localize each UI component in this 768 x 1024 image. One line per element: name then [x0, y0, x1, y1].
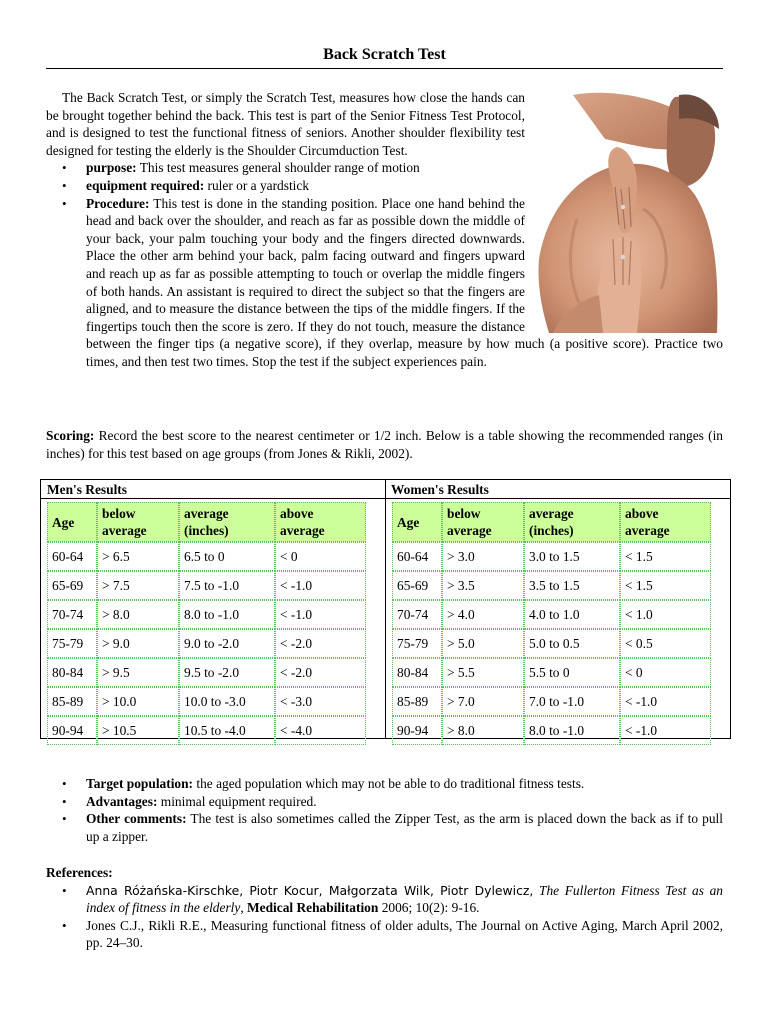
below-cell: > 5.0: [442, 629, 524, 658]
references-list: [46, 882, 723, 952]
references-title: References:: [46, 865, 113, 880]
reference-title: The Fullerton Fitness Test as an index of fitness in the elderly: [86, 882, 723, 916]
average-cell: 9.5 to -2.0: [179, 658, 275, 687]
below-cell: > 5.5: [442, 658, 524, 687]
header-above-average: above average: [275, 502, 366, 542]
average-cell: 9.0 to -2.0: [179, 629, 275, 658]
average-cell: 7.0 to -1.0: [524, 687, 620, 716]
bullet-text: This test is done in the standing position. Place one hand behind the head and back over the shoulder, and reach as far as possible down the middle of your back, your palm touching your body and the fingers directed downwards. Place the other arm behind your back, palm facing outward and fingers upward and reach up as far as possible attempting to touch or overlap the middle fingers of both hands. An assistant is required to direct the subject so that the fingers are aligned, and to measure the distance between the tips of the middle fingers. If the fingertips touch then the score is zero. If they do not touch, measure the distance between the finger tips (a negative score), if they overlap, measure by how much (a positive score). Practice two times, and then test two times. Stop the test if the subject experiences pain.: [86, 195, 723, 369]
age-cell: 65-69: [392, 571, 442, 600]
bullet-text: This test measures general shoulder range of motion: [139, 160, 420, 176]
above-cell: < 0: [620, 658, 711, 687]
header-average: average (inches): [524, 502, 620, 542]
intro-bullet-list: [46, 159, 723, 370]
bullet-label: purpose:: [86, 160, 137, 176]
scoring-paragraph: [46, 427, 723, 462]
table-row: [392, 542, 711, 571]
average-cell: 5.0 to 0.5: [524, 629, 620, 658]
age-cell: 80-84: [392, 658, 442, 687]
above-cell: < 1.5: [620, 571, 711, 600]
below-cell: > 6.5: [97, 542, 179, 571]
age-cell: 90-94: [392, 716, 442, 745]
title-rule: [46, 68, 723, 69]
lower-bullet-list: [46, 775, 723, 845]
below-cell: > 9.5: [97, 658, 179, 687]
average-cell: 7.5 to -1.0: [179, 571, 275, 600]
age-cell: 75-79: [392, 629, 442, 658]
below-cell: > 10.5: [97, 716, 179, 745]
above-cell: < 1.0: [620, 600, 711, 629]
header-below-average: below average: [442, 502, 524, 542]
table-row: [392, 716, 711, 745]
age-cell: 60-64: [47, 542, 97, 571]
age-cell: 85-89: [47, 687, 97, 716]
below-cell: > 3.5: [442, 571, 524, 600]
lower-section: [46, 775, 723, 845]
average-cell: 10.5 to -4.0: [179, 716, 275, 745]
above-cell: < -2.0: [275, 629, 366, 658]
bullet-text: the aged population which may not be able to do traditional fitness tests.: [196, 776, 585, 791]
reference-text: Jones C.J., Rikli R.E., Measuring functional fitness of older adults, The Journal on Active Aging, March April 2002, pp. 24–30.: [86, 917, 723, 951]
reference-item: • Anna Różańska-Kirschke, Piotr Kocur, Małgorzata Wilk, Piotr Dylewicz, The Fullerton Fitness Test as an index of fitness in the elderly, Medical Rehabilitation 2006; 10(2): 9-16.: [86, 882, 723, 917]
above-cell: < -4.0: [275, 716, 366, 745]
table-row: [47, 600, 366, 629]
reference-journal: Medical Rehabilitation: [247, 900, 379, 916]
age-cell: 60-64: [392, 542, 442, 571]
above-cell: < -2.0: [275, 658, 366, 687]
intro-paragraph: The Back Scratch Test, or simply the Scratch Test, measures how close the hands can be brought together behind the back. This test is part of the Senior Fitness Test Protocol, and is designed to test the functional fitness of seniors. Another shoulder flexibility test designed for testing the elderly is the Shoulder Circumduction Test.: [46, 90, 525, 158]
bullet-text: The test is also sometimes called the Zipper Test, as the arm is placed down the back as if to pull up a zipper.: [86, 811, 723, 844]
table-row: [47, 629, 366, 658]
table-row: [47, 571, 366, 600]
age-cell: 65-69: [47, 571, 97, 600]
bullet-text: minimal equipment required.: [160, 793, 317, 809]
table-row: [47, 687, 366, 716]
reference-details: 2006; 10(2): 9-16.: [381, 900, 480, 916]
bullet-label: Procedure:: [86, 195, 150, 211]
table-row: [392, 629, 711, 658]
average-cell: 10.0 to -3.0: [179, 687, 275, 716]
bullet-purpose: [86, 159, 723, 177]
header-age: Age: [392, 502, 442, 542]
women-results-title: Women's Results: [391, 482, 489, 497]
table-row: [392, 687, 711, 716]
average-cell: 3.0 to 1.5: [524, 542, 620, 571]
average-cell: 8.0 to -1.0: [524, 716, 620, 745]
age-cell: 80-84: [47, 658, 97, 687]
table-row: [47, 658, 366, 687]
table-row: [392, 571, 711, 600]
age-cell: 90-94: [47, 716, 97, 745]
reference-authors: Anna Różańska-Kirschke, Piotr Kocur, Małgorzata Wilk, Piotr Dylewicz,: [86, 882, 534, 898]
bullet-procedure: [86, 195, 723, 371]
above-cell: < -1.0: [620, 687, 711, 716]
references-section: [46, 864, 723, 952]
above-cell: < -1.0: [275, 600, 366, 629]
header-below-average: below average: [97, 502, 179, 542]
table-row: [47, 542, 366, 571]
table-row: [392, 658, 711, 687]
table-row: [47, 716, 366, 745]
bullet-label: Advantages:: [86, 793, 158, 809]
below-cell: > 10.0: [97, 687, 179, 716]
below-cell: > 9.0: [97, 629, 179, 658]
above-cell: < -3.0: [275, 687, 366, 716]
page-title: Back Scratch Test: [323, 46, 446, 63]
bullet-label: equipment required:: [86, 177, 205, 193]
above-cell: < -1.0: [620, 716, 711, 745]
women-results-table: [392, 502, 711, 745]
below-cell: > 3.0: [442, 542, 524, 571]
bullet-target-population: [86, 775, 723, 793]
above-cell: < 0: [275, 542, 366, 571]
header-average: average (inches): [179, 502, 275, 542]
intro-section: [46, 89, 723, 371]
below-cell: > 8.0: [442, 716, 524, 745]
age-cell: 70-74: [47, 600, 97, 629]
references-heading: [46, 864, 723, 882]
age-cell: 70-74: [392, 600, 442, 629]
below-cell: > 7.5: [97, 571, 179, 600]
average-cell: 4.0 to 1.0: [524, 600, 620, 629]
table-divider: [385, 480, 386, 738]
men-results-table: [47, 502, 366, 745]
below-cell: > 7.0: [442, 687, 524, 716]
results-tables: [40, 479, 731, 739]
average-cell: 6.5 to 0: [179, 542, 275, 571]
bullet-label: Target population:: [86, 776, 194, 791]
table-row: [392, 600, 711, 629]
bullet-text: ruler or a yardstick: [207, 177, 310, 193]
bullet-equipment: [86, 177, 723, 195]
below-cell: > 8.0: [97, 600, 179, 629]
scoring-label: Scoring:: [46, 428, 95, 443]
bullet-label: Other comments:: [86, 811, 187, 827]
men-results-title: Men's Results: [47, 482, 127, 497]
table-header-row: [47, 502, 366, 542]
average-cell: 5.5 to 0: [524, 658, 620, 687]
above-cell: < 1.5: [620, 542, 711, 571]
header-age: Age: [47, 502, 97, 542]
bullet-advantages: [86, 793, 723, 811]
table-header-row: [392, 502, 711, 542]
bullet-other-comments: [86, 810, 723, 845]
average-cell: 8.0 to -1.0: [179, 600, 275, 629]
average-cell: 3.5 to 1.5: [524, 571, 620, 600]
above-cell: < -1.0: [275, 571, 366, 600]
below-cell: > 4.0: [442, 600, 524, 629]
age-cell: 85-89: [392, 687, 442, 716]
above-cell: < 0.5: [620, 629, 711, 658]
age-cell: 75-79: [47, 629, 97, 658]
reference-item: [86, 917, 723, 952]
scoring-text: Record the best score to the nearest centimeter or 1/2 inch. Below is a table showing the recommended ranges (in inches) for this test based on age groups (from Jones & Rikli, 2002).: [46, 428, 723, 461]
header-above-average: above average: [620, 502, 711, 542]
